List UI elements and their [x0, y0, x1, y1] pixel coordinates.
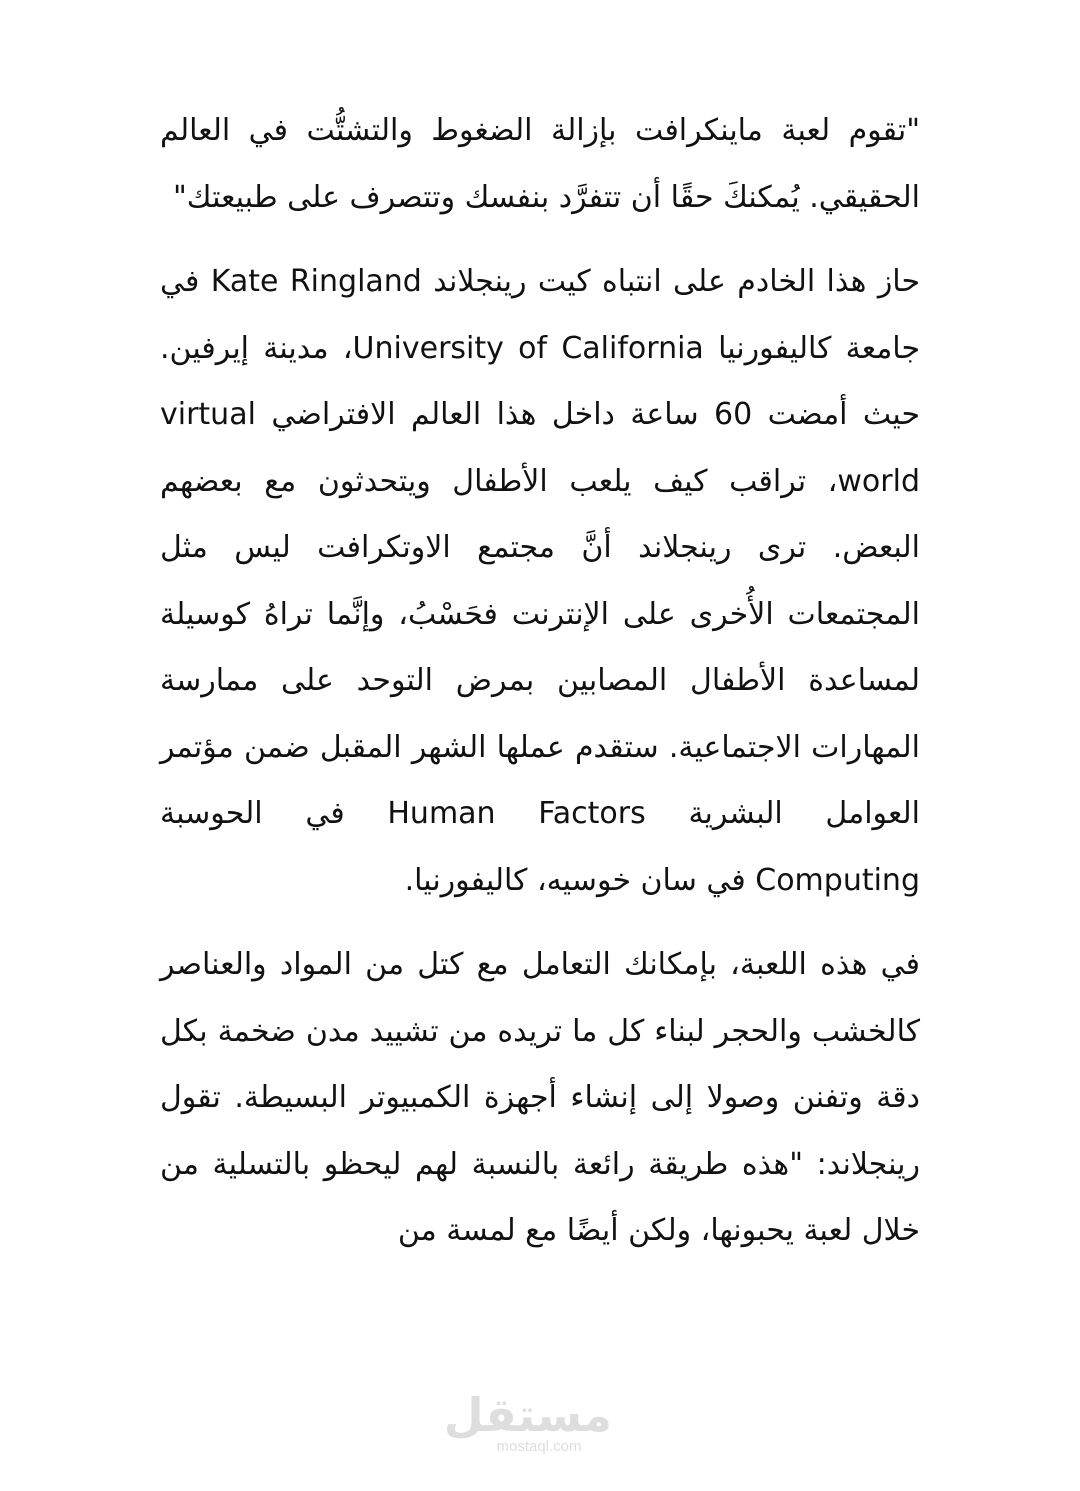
mostaql-watermark [443, 1388, 612, 1462]
document-body [160, 98, 920, 1283]
watermark-site-url: mostaql.com [496, 1438, 582, 1455]
watermark-logo: مستقل [443, 1388, 612, 1442]
body-paragraph-ringland: حاز هذا الخادم على انتباه كيت رينجلاند Kate Ringland في جامعة كاليفورنيا University of California، مدينة إيرفين. حيث أمضت 60 ساعة داخل هذا العالم الافتراضي virtual world، تراقب كيف يلعب الأطفال ويتحدثون مع بعضهم البعض. ترى رينجلاند أنَّ مجتمع الاوتكرافت ليس مثل المجتمعات الأُخرى على الإنترنت فحَسْبُ، وإنَّما تراهُ كوسيلة لمساعدة الأطفال المصابين بمرض التوحد على ممارسة المهارات الاجتماعية. ستقدم عملها الشهر المقبل ضمن مؤتمر العوامل البشرية Human Factors في الحوسبة Computing في سان خوسيه، كاليفورنيا. [160, 264, 920, 898]
body-paragraph-gameplay: في هذه اللعبة، بإمكانك التعامل مع كتل من المواد والعناصر كالخشب والحجر لبناء كل ما تريده من تشييد مدن ضخمة بكل دقة وتفنن وصولا إلى إنشاء أجهزة الكمبيوتر البسيطة. تقول رينجلاند: "هذه طريقة رائعة بالنسبة لهم ليحظو بالتسلية من خلال لعبة يحبونها، ولكن أيضًا مع لمسة من [160, 947, 920, 1248]
quote-paragraph: "تقوم لعبة ماينكرافت بإزالة الضغوط والتشتُّت في العالم الحقيقي. يُمكنكَ حقًا أن تتفرَّد بنفسك وتتصرف على طبيعتك" [160, 113, 920, 215]
